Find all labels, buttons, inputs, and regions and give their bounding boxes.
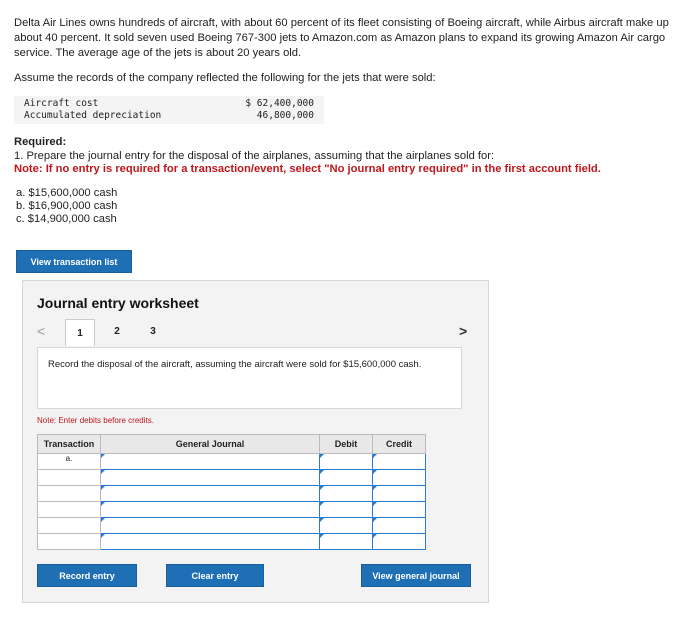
worksheet-prompt: Record the disposal of the aircraft, assuming the aircraft were sold for $15,600,000 cash. bbox=[37, 347, 462, 409]
page-tab-3[interactable]: 3 bbox=[150, 325, 156, 337]
credit-field[interactable] bbox=[373, 486, 426, 502]
transaction-cell bbox=[38, 534, 101, 550]
record-entry-button[interactable]: Record entry bbox=[37, 564, 137, 587]
account-field[interactable] bbox=[101, 454, 320, 470]
credit-field[interactable] bbox=[373, 534, 426, 550]
option-b: b. $16,900,000 cash bbox=[16, 200, 118, 212]
journal-table bbox=[37, 434, 426, 550]
debit-field[interactable] bbox=[320, 486, 373, 502]
table-row bbox=[38, 454, 426, 470]
required-note: Note: If no entry is required for a transaction/event, select "No journal entry required" in the first account field. bbox=[14, 163, 601, 175]
account-field[interactable] bbox=[101, 502, 320, 518]
credit-field[interactable] bbox=[373, 454, 426, 470]
debit-field[interactable] bbox=[320, 470, 373, 486]
transaction-cell bbox=[38, 518, 101, 534]
column-header-credit: Credit bbox=[373, 435, 426, 454]
account-field[interactable] bbox=[101, 534, 320, 550]
required-item: 1. Prepare the journal entry for the disposal of the airplanes, assuming that the airplanes sold for: bbox=[14, 149, 495, 162]
credit-field[interactable] bbox=[373, 470, 426, 486]
account-field[interactable] bbox=[101, 486, 320, 502]
page-tab-2[interactable]: 2 bbox=[114, 325, 120, 337]
record-label: Accumulated depreciation bbox=[24, 110, 162, 121]
prev-page-icon[interactable]: < bbox=[37, 323, 46, 339]
option-c: c. $14,900,000 cash bbox=[16, 213, 117, 225]
transaction-cell: a. bbox=[38, 454, 101, 470]
account-field[interactable] bbox=[101, 470, 320, 486]
next-page-icon[interactable]: > bbox=[459, 323, 468, 339]
record-value: $ 62,400,000 bbox=[245, 98, 314, 109]
transaction-cell bbox=[38, 502, 101, 518]
required-section bbox=[14, 136, 601, 177]
page-tab-1[interactable]: 1 bbox=[65, 319, 95, 346]
table-row bbox=[38, 534, 426, 550]
journal-entry-worksheet bbox=[22, 280, 489, 603]
record-row-aircraft-cost bbox=[14, 98, 324, 110]
options-list bbox=[16, 187, 117, 226]
debit-field[interactable] bbox=[320, 454, 373, 470]
required-title: Required: bbox=[14, 136, 67, 148]
credit-field[interactable] bbox=[373, 502, 426, 518]
column-header-debit: Debit bbox=[320, 435, 373, 454]
credit-field[interactable] bbox=[373, 518, 426, 534]
view-general-journal-button[interactable]: View general journal bbox=[361, 564, 471, 587]
table-row bbox=[38, 470, 426, 486]
view-transaction-list-button[interactable]: View transaction list bbox=[16, 250, 132, 273]
debit-field[interactable] bbox=[320, 518, 373, 534]
record-value: 46,800,000 bbox=[256, 110, 314, 121]
account-field[interactable] bbox=[101, 518, 320, 534]
record-label: Aircraft cost bbox=[24, 98, 99, 109]
transaction-cell bbox=[38, 486, 101, 502]
debits-note: Note: Enter debits before credits. bbox=[37, 416, 154, 425]
debit-field[interactable] bbox=[320, 534, 373, 550]
column-header-general-journal: General Journal bbox=[101, 435, 320, 454]
debit-field[interactable] bbox=[320, 502, 373, 518]
assume-text: Assume the records of the company reflected the following for the jets that were sold: bbox=[14, 72, 436, 84]
option-a: a. $15,600,000 cash bbox=[16, 187, 118, 199]
worksheet-title: Journal entry worksheet bbox=[37, 295, 199, 311]
clear-entry-button[interactable]: Clear entry bbox=[166, 564, 264, 587]
records-table bbox=[14, 96, 324, 124]
record-row-accumulated-depreciation bbox=[14, 110, 324, 122]
column-header-transaction: Transaction bbox=[38, 435, 101, 454]
table-row bbox=[38, 486, 426, 502]
problem-intro: Delta Air Lines owns hundreds of aircraft, with about 60 percent of its fleet consisting of Boeing aircraft, while Airbus aircraft make up about 40 percent. It sold seven used Boeing 767-300 jets to Amazon.com as Amazon plans to expand its growing Amazon Air cargo service. The average age of the jets is about 20 years old. bbox=[14, 17, 669, 59]
transaction-cell bbox=[38, 470, 101, 486]
table-row bbox=[38, 502, 426, 518]
table-row bbox=[38, 518, 426, 534]
